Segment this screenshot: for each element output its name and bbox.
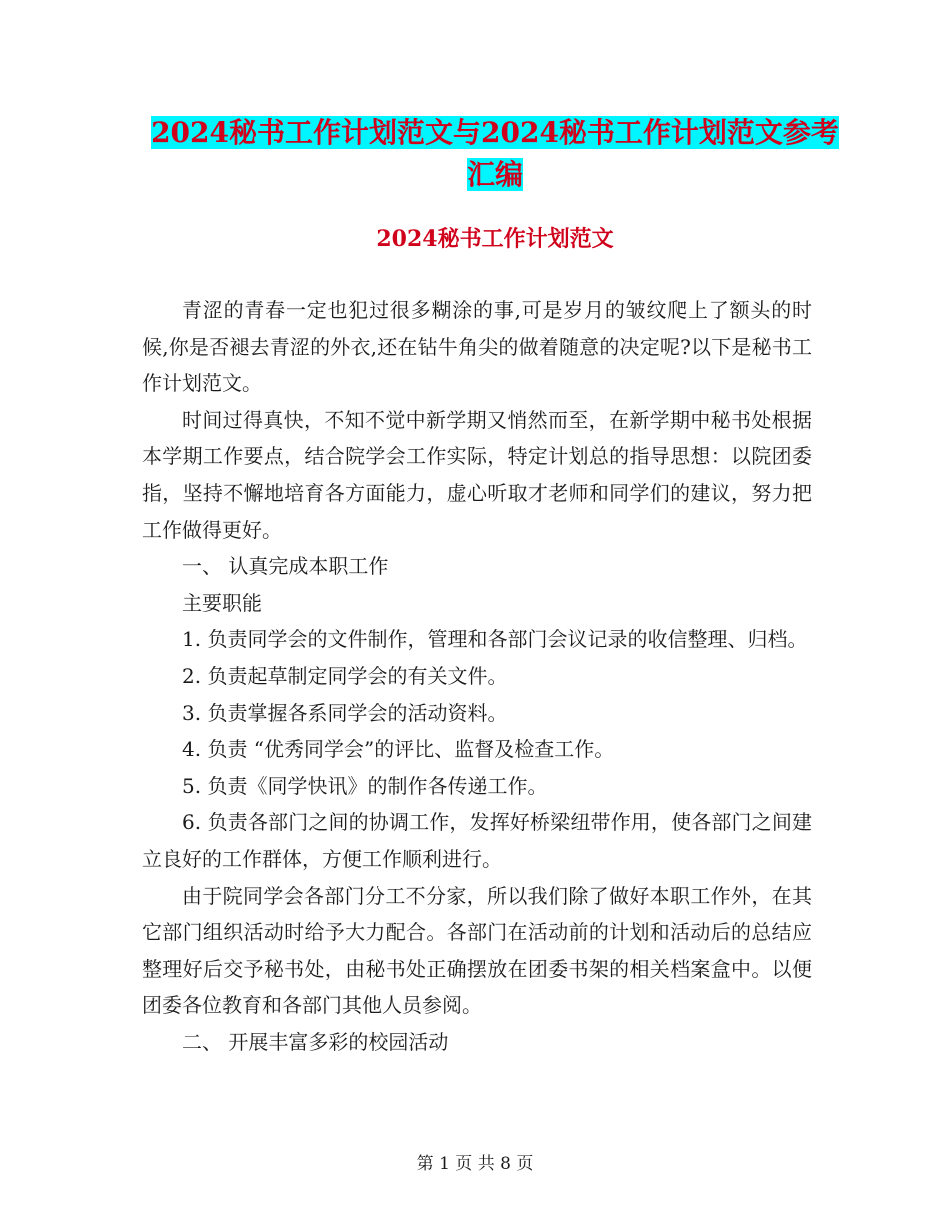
- list-item: 3. 负责掌握各系同学会的活动资料。: [182, 700, 508, 725]
- section-title: 2024秘书工作计划范文: [376, 226, 614, 252]
- list-item: 6. 负责各部门之间的协调工作，发挥好桥梁纽带作用，使各部门之间建立良好的工作群体，方便工作顺利进行。: [142, 810, 812, 871]
- document-title-line-2: 汇编: [466, 158, 523, 191]
- list-item: 2. 负责起草制定同学会的有关文件。: [182, 663, 508, 688]
- paragraph: 由于院同学会各部门分工不分家，所以我们除了做好本职工作外，在其它部门组织活动时给予大力配合。各部门在活动前的计划和活动后的总结应整理好后交予秘书处，由秘书处正确摆放在团委书架的相关档案盒中。以便团委各位教育和各部门其他人员参阅。: [142, 883, 812, 1018]
- heading-item: 二、 开展丰富多彩的校园活动: [182, 1029, 449, 1054]
- paragraph: 时间过得真快，不知不觉中新学期又悄然而至，在新学期中秘书处根据本学期工作要点，结合院学会工作实际，特定计划总的指导思想：以院团委指，坚持不懈地培育各方面能力，虚心听取才老师和同学们的建议，努力把工作做得更好。: [142, 407, 812, 542]
- heading-item: 一、 认真完成本职工作: [182, 554, 389, 579]
- paragraph: 青涩的青春一定也犯过很多糊涂的事,可是岁月的皱纹爬上了额头的时候,你是否褪去青涩的外衣,还在钻牛角尖的做着随意的决定呢?以下是秘书工作计划范文。: [142, 298, 812, 396]
- subheading: 主要职能: [182, 590, 262, 615]
- list-item: 4. 负责 “优秀同学会”的评比、监督及检查工作。: [182, 737, 615, 762]
- document-title: [140, 112, 850, 196]
- document-title-line-1: 2024秘书工作计划范文与2024秘书工作计划范文参考: [151, 116, 839, 149]
- document-body: [142, 292, 812, 1060]
- page-footer: 第 1 页 共 8 页: [416, 1154, 534, 1174]
- list-item: 5. 负责《同学快讯》的制作各传递工作。: [182, 773, 548, 798]
- list-item: 1. 负责同学会的文件制作，管理和各部门会议记录的收信整理、归档。: [182, 627, 808, 652]
